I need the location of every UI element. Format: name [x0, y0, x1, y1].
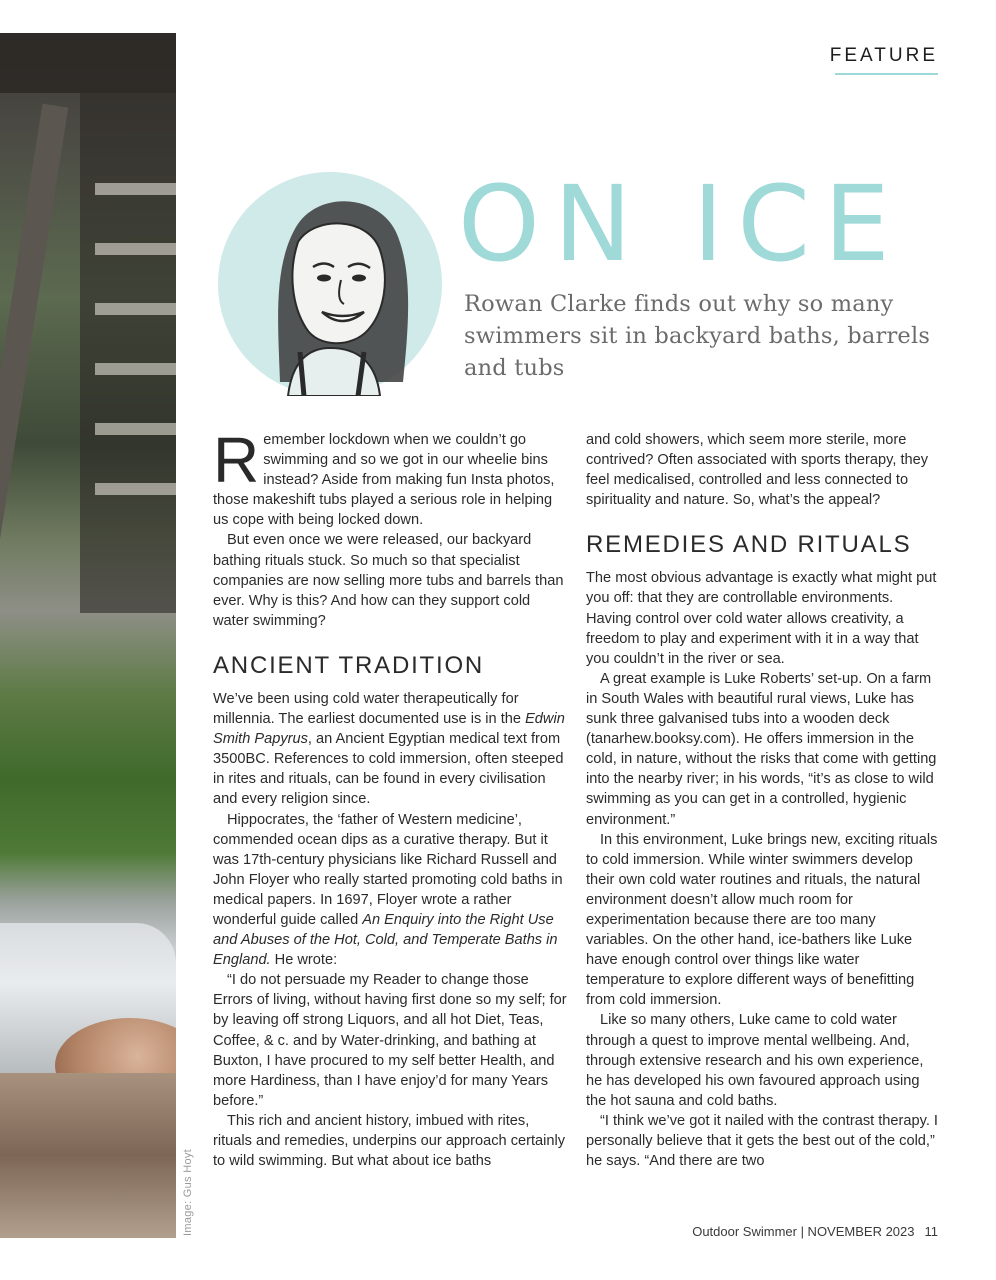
paragraph [213, 689, 568, 810]
section-label: FEATURE [829, 45, 938, 66]
publication-issue: Outdoor Swimmer | NOVEMBER 2023 [692, 1224, 915, 1239]
section-heading: REMEDIES AND RITUALS [586, 531, 912, 559]
photo-slat [95, 303, 176, 315]
photo-slat [95, 423, 176, 435]
paragraph: and cold showers, which seem more sterile, more contrived? Often associated with sports therapy, they feel medicalised, controlled and less connected to spirituality and nature. So, what’s the appeal? [586, 432, 929, 509]
paragraph: A great example is Luke Roberts’ set-up. On a farm in South Wales with beautiful rural views, Luke has sunk three galvanised tubs into a wooden deck (tanarhew.booksy.com). He offers immersion in the cold, in nature, without the risks that come with getting into the nearby river; in his words, “it’s as close to wild swimming as you can get in a controlled, hygienic environment.” [586, 670, 937, 828]
book-title: An Enquiry into the Right Use and Abuses of the Hot, Cold, and Temperate Baths in England. [213, 911, 558, 969]
paragraph: This rich and ancient history, imbued with rites, rituals and remedies, underpins our approach certainly to wild swimming. But what about ice baths [213, 1112, 566, 1170]
paragraph [213, 810, 568, 971]
intro-paragraph [213, 424, 568, 530]
section-label-underline [835, 73, 938, 75]
paragraph: The most obvious advantage is exactly what might put you off: that they are controllable environments. Having control over cold water allows creativity, a freedom to play and experiment with it in a way that you couldn’t in the river or sea. [586, 570, 937, 667]
photo-roof-beam [0, 33, 176, 93]
section-heading: ANCIENT TRADITION [213, 651, 485, 679]
paragraph-text: Hippocrates, the ‘father of Western medicine’, commended ocean dips as a curative therapy. But it was 17th-century physicians like Richard Russell and John Floyer who really started promoting cold baths in medical papers. In 1697, Floyer wrote a rather wonderful guide called [213, 811, 563, 928]
paragraph-text: He wrote: [270, 952, 338, 969]
book-title: Edwin Smith Papyrus [213, 711, 565, 748]
portrait-face [292, 223, 384, 343]
photo-shed-wall [80, 93, 176, 613]
photo-credit: Image: Gus Hoyt [182, 1148, 194, 1236]
paragraph: Like so many others, Luke came to cold water through a quest to improve mental wellbeing. And, through extensive research and his own experience, he has developed his own favoured approach using the hot sauna and cold baths. [586, 1012, 924, 1109]
quote-paragraph: “I do not persuade my Reader to change those Errors of living, without having first done so my self; for by leaving off strong Liquors, and all hot Diet, Teas, Coffee, & c. and by Water-drinking, and bathing at Buxton, I have procured to my self better Health, and more Hardiness, than I have enjoy’d for many Years before.” [213, 972, 567, 1109]
portrait-left-eye [317, 275, 331, 282]
author-portrait [218, 172, 442, 396]
photo-slat [95, 483, 176, 495]
standfirst: Rowan Clarke finds out why so many swimmers sit in backyard baths, barrels and tubs [464, 291, 931, 381]
page-footer [692, 1224, 938, 1239]
photo-wooden-post [0, 104, 68, 543]
paragraph: But even once we were released, our backyard bathing rituals stuck. So much so that specialist companies are now selling more tubs and barrels than ever. Why is this? And how can they support cold water swimming? [213, 532, 564, 629]
photo-slat [95, 363, 176, 375]
page-number: 11 [924, 1224, 938, 1239]
photo-slat [95, 183, 176, 195]
portrait-right-eye [352, 275, 366, 282]
cover-photo [0, 33, 176, 1238]
body-column-1 [213, 424, 568, 1171]
paragraph: “I think we’ve got it nailed with the contrast therapy. I personally believe that it gets the best out of the cold,” he says. “And there are two [586, 1112, 938, 1170]
intro-text: emember lockdown when we couldn’t go swimming and so we got in our wheelie bins instead? Aside from making fun Insta photos, those makeshift tubs played a serious role in helping us cope with being locked down. [213, 432, 555, 529]
drop-cap: R [213, 424, 260, 496]
article-title: ON ICE [458, 163, 904, 285]
paragraph: In this environment, Luke brings new, exciting rituals to cold immersion. While winter swimmers develop their own cold water routines and rituals, the natural environment doesn’t allow much room for experimentation because there are too many variables. On the other hand, ice-bathers like Luke have enough control over things like water temperature to explore different ways of benefitting from cold immersion. [586, 831, 938, 1009]
paragraph-text: , an Ancient Egyptian medical text from 3500BC. References to cold immersion, often steeped in rites and rituals, can be found in every civilisation and every religion since. [213, 731, 564, 808]
photo-ice-water [0, 1073, 176, 1238]
body-column-2 [586, 430, 942, 1171]
photo-slat [95, 243, 176, 255]
paragraph-text: We’ve been using cold water therapeutically for millennia. The earliest documented use is in the [213, 690, 526, 728]
